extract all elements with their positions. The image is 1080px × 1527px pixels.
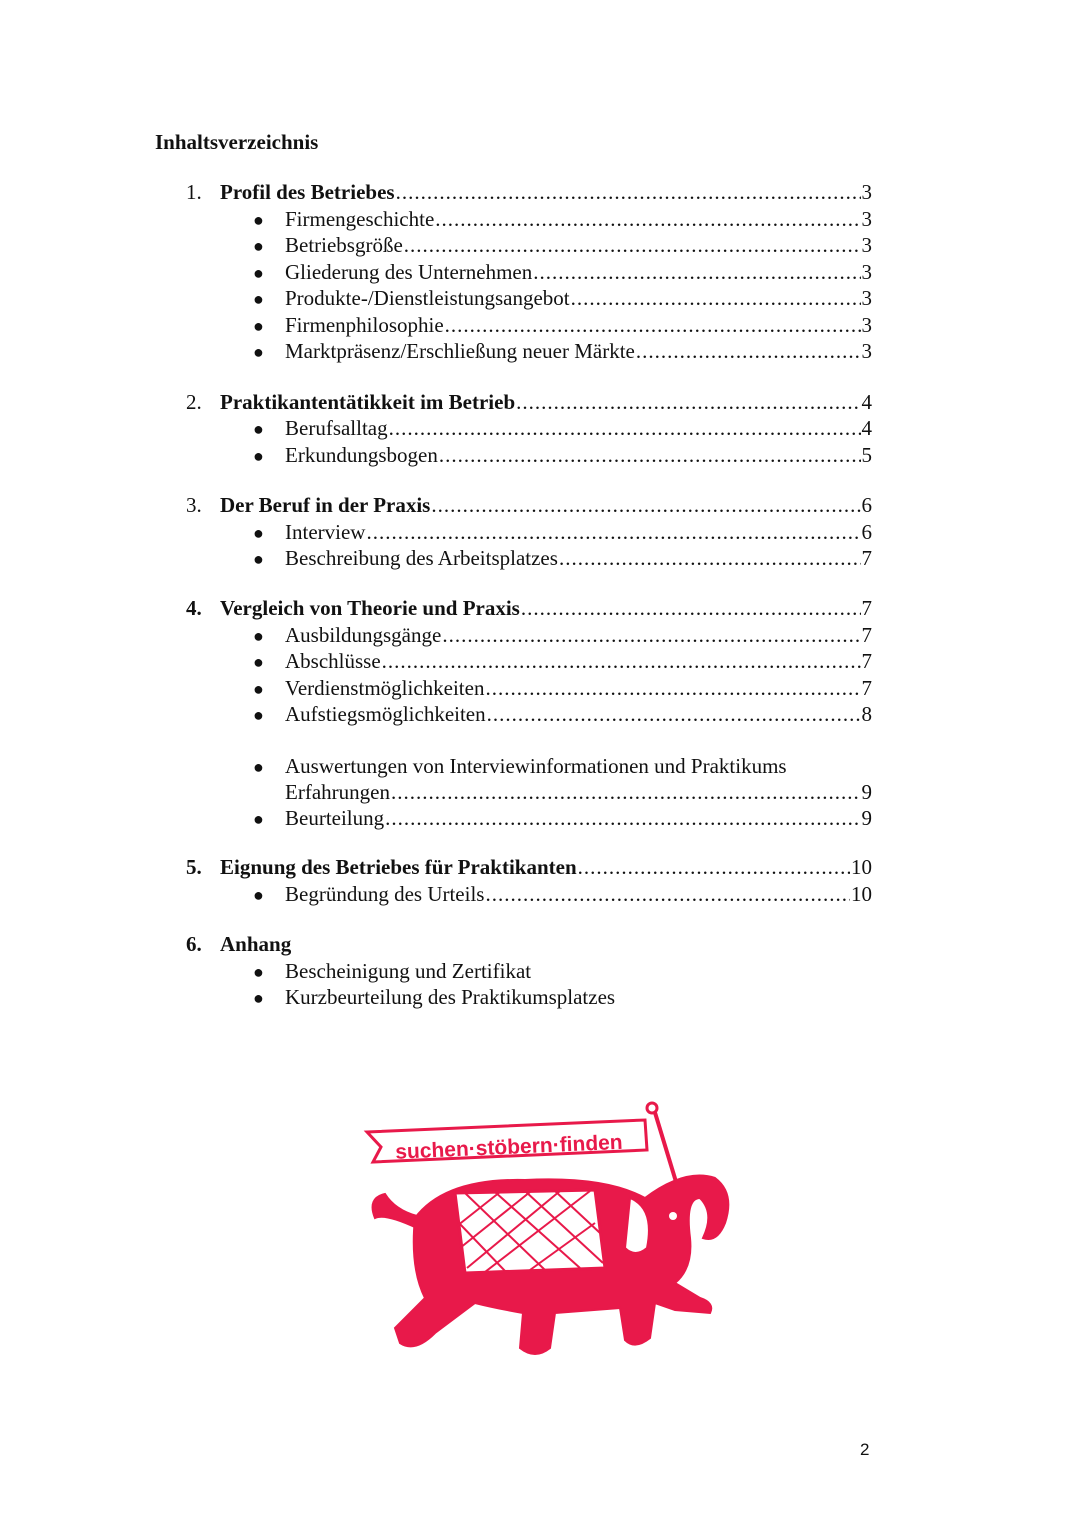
section-title: Vergleich von Theorie und Praxis bbox=[220, 596, 520, 620]
toc-entry bbox=[253, 545, 872, 572]
dot-leader bbox=[396, 179, 861, 206]
toc-entry bbox=[253, 338, 872, 365]
entry-title: Interview bbox=[285, 520, 366, 544]
dot-leader bbox=[439, 442, 861, 469]
entry-page-number: 10 bbox=[851, 882, 872, 906]
bullet-icon: ● bbox=[253, 705, 264, 725]
dot-leader bbox=[385, 805, 860, 832]
entry-title: Betriebsgröße bbox=[285, 233, 403, 257]
bullet-icon: ● bbox=[253, 342, 264, 362]
entry-title: Firmenphilosophie bbox=[285, 313, 444, 337]
entry-page-number: 7 bbox=[861, 546, 872, 570]
toc-section-row bbox=[186, 854, 872, 881]
section-page-number: 3 bbox=[861, 180, 872, 204]
entry-page-number: 7 bbox=[861, 649, 872, 673]
toc-entry bbox=[253, 442, 872, 469]
entry-title: Firmengeschichte bbox=[285, 207, 435, 231]
section-title: Profil des Betriebes bbox=[220, 180, 395, 204]
elephant-logo bbox=[355, 1098, 735, 1368]
toc-entry bbox=[253, 415, 872, 442]
toc-section-row bbox=[186, 931, 872, 958]
dot-leader bbox=[521, 595, 861, 622]
toc-entry bbox=[253, 519, 872, 546]
bullet-icon: ● bbox=[253, 316, 264, 336]
section-title: Anhang bbox=[220, 932, 292, 956]
bullet-icon: ● bbox=[253, 236, 264, 256]
entry-page-number: 3 bbox=[861, 313, 872, 337]
entry-title: Berufsalltag bbox=[285, 416, 388, 440]
entry-page-number: 3 bbox=[861, 233, 872, 257]
entry-page-number: 9 bbox=[861, 780, 872, 804]
toc-section-row bbox=[186, 179, 872, 206]
bullet-icon: ● bbox=[253, 289, 264, 309]
dot-leader bbox=[485, 675, 860, 702]
toc-entry-continuation bbox=[285, 779, 872, 806]
dot-leader bbox=[485, 881, 850, 908]
toc-entry bbox=[253, 622, 872, 649]
entry-page-number: 3 bbox=[861, 207, 872, 231]
bullet-icon: ● bbox=[253, 263, 264, 283]
dot-leader bbox=[442, 622, 860, 649]
bullet-icon: ● bbox=[253, 885, 264, 905]
entry-title-continuation: Erfahrungen bbox=[285, 780, 390, 804]
entry-page-number: 4 bbox=[861, 416, 872, 440]
entry-page-number: 3 bbox=[861, 339, 872, 363]
page-number: 2 bbox=[860, 1440, 870, 1459]
section-page-number: 7 bbox=[861, 596, 872, 620]
toc-entry bbox=[253, 881, 872, 908]
entry-page-number: 3 bbox=[861, 260, 872, 284]
bullet-icon: ● bbox=[253, 679, 264, 699]
section-number: 6. bbox=[186, 932, 202, 956]
toc-entry bbox=[253, 312, 872, 339]
toc-entry bbox=[253, 958, 872, 985]
entry-title: Erkundungsbogen bbox=[285, 443, 438, 467]
toc-entry bbox=[253, 701, 872, 728]
section-page-number: 4 bbox=[861, 390, 872, 414]
bullet-icon: ● bbox=[253, 652, 264, 672]
section-title: Der Beruf in der Praxis bbox=[220, 493, 431, 517]
entry-page-number: 3 bbox=[861, 286, 872, 310]
entry-title: Verdienstmöglichkeiten bbox=[285, 676, 485, 700]
entry-page-number: 8 bbox=[861, 702, 872, 726]
bullet-icon: ● bbox=[253, 809, 264, 829]
entry-page-number: 7 bbox=[861, 623, 872, 647]
dot-leader bbox=[445, 312, 861, 339]
dot-leader bbox=[366, 519, 860, 546]
dot-leader bbox=[487, 701, 861, 728]
dot-leader bbox=[431, 492, 860, 519]
toc-heading: Inhaltsverzeichnis bbox=[155, 130, 319, 154]
bullet-icon: ● bbox=[253, 549, 264, 569]
logo-banner-text: suchen·stöbern·finden bbox=[394, 1130, 624, 1164]
entry-title: Produkte-/Dienstleistungsangebot bbox=[285, 286, 570, 310]
dot-leader bbox=[382, 648, 861, 675]
section-title: Eignung des Betriebes für Praktikanten bbox=[220, 855, 577, 879]
toc-section-row bbox=[186, 389, 872, 416]
toc-entry bbox=[253, 206, 872, 233]
bullet-icon: ● bbox=[253, 988, 264, 1008]
bullet-icon: ● bbox=[253, 962, 264, 982]
entry-title: Gliederung des Unternehmen bbox=[285, 260, 533, 284]
dot-leader bbox=[404, 232, 861, 259]
entry-title: Bescheinigung und Zertifikat bbox=[285, 959, 532, 983]
section-number: 2. bbox=[186, 390, 202, 414]
entry-page-number: 6 bbox=[861, 520, 872, 544]
section-page-number: 6 bbox=[861, 493, 872, 517]
toc-entry bbox=[253, 753, 872, 780]
section-number: 4. bbox=[186, 596, 202, 620]
toc-entry bbox=[253, 285, 872, 312]
entry-title: Auswertungen von Interviewinformationen und Praktikums bbox=[285, 754, 787, 778]
entry-title: Beurteilung bbox=[285, 806, 385, 830]
entry-page-number: 7 bbox=[861, 676, 872, 700]
bullet-icon: ● bbox=[253, 446, 264, 466]
bullet-icon: ● bbox=[253, 419, 264, 439]
section-page-number: 10 bbox=[851, 855, 872, 879]
dot-leader bbox=[571, 285, 861, 312]
toc-section-row bbox=[186, 595, 872, 622]
dot-leader bbox=[389, 415, 861, 442]
section-number: 3. bbox=[186, 493, 202, 517]
entry-title: Marktpräsenz/Erschließung neuer Märkte bbox=[285, 339, 635, 363]
entry-title: Ausbildungsgänge bbox=[285, 623, 442, 647]
bullet-icon: ● bbox=[253, 626, 264, 646]
dot-leader bbox=[533, 259, 860, 286]
section-number: 1. bbox=[186, 180, 202, 204]
entry-title: Abschlüsse bbox=[285, 649, 381, 673]
toc-entry bbox=[253, 805, 872, 832]
entry-title: Beschreibung des Arbeitsplatzes bbox=[285, 546, 558, 570]
entry-page-number: 5 bbox=[861, 443, 872, 467]
bullet-icon: ● bbox=[253, 523, 264, 543]
dot-leader bbox=[516, 389, 860, 416]
toc-section-row bbox=[186, 492, 872, 519]
dot-leader bbox=[559, 545, 861, 572]
bullet-icon: ● bbox=[253, 757, 264, 777]
entry-title: Begründung des Urteils bbox=[285, 882, 485, 906]
toc-entry bbox=[253, 675, 872, 702]
dot-leader bbox=[391, 779, 861, 806]
entry-title: Aufstiegsmöglichkeiten bbox=[285, 702, 486, 726]
dot-leader bbox=[636, 338, 861, 365]
toc-entry bbox=[253, 232, 872, 259]
dot-leader bbox=[578, 854, 850, 881]
entry-page-number: 9 bbox=[861, 806, 872, 830]
section-title: Praktikantentätikkeit im Betrieb bbox=[220, 390, 516, 414]
entry-title: Kurzbeurteilung des Praktikumsplatzes bbox=[285, 985, 616, 1009]
bullet-icon: ● bbox=[253, 210, 264, 230]
toc-entry bbox=[253, 648, 872, 675]
section-number: 5. bbox=[186, 855, 202, 879]
dot-leader bbox=[435, 206, 860, 233]
toc-entry bbox=[253, 984, 872, 1011]
toc-entry bbox=[253, 259, 872, 286]
